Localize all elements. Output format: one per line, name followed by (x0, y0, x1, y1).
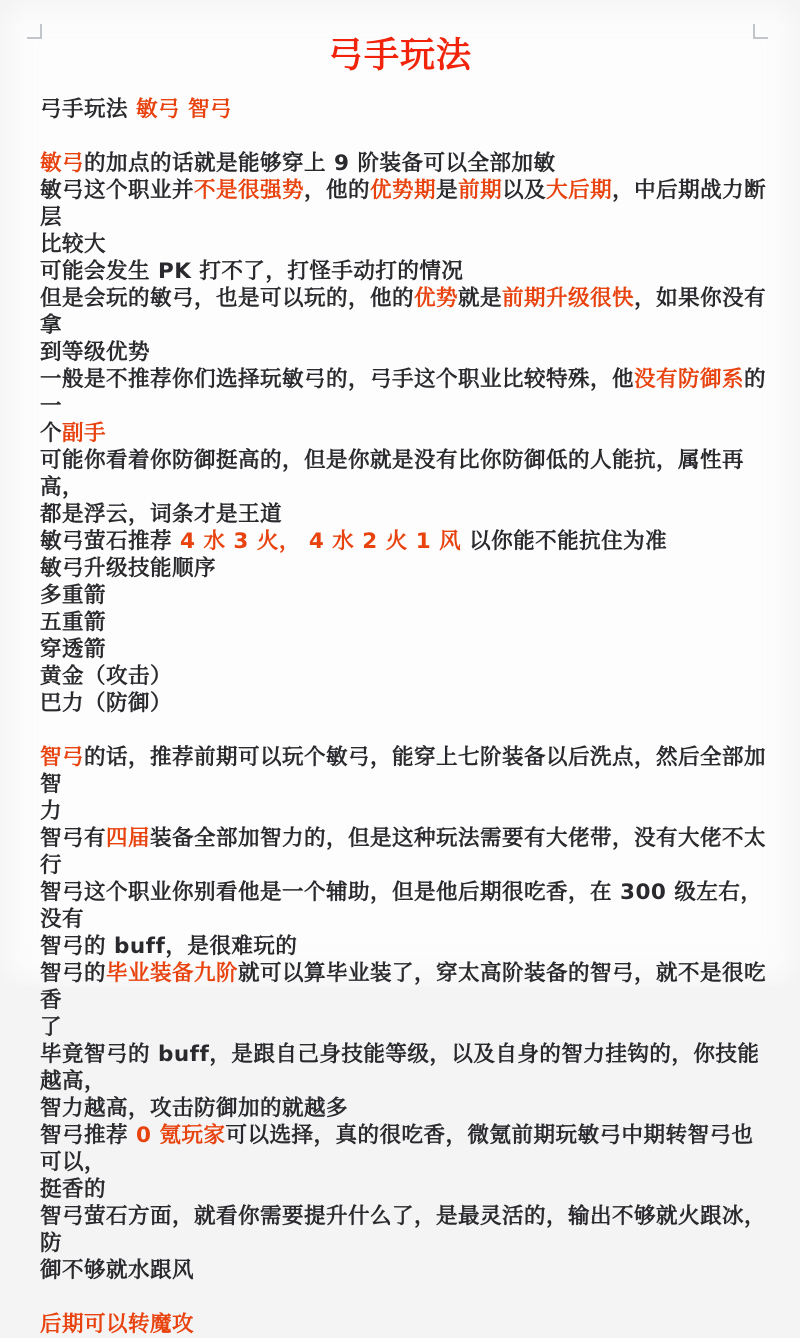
text-line (40, 1257, 770, 1284)
min-bow-section (40, 150, 770, 717)
body-text: 毕竟智弓的 buff，是跟自己身技能等级，以及自身的智力挂钩的，你技能越高， (40, 1042, 760, 1095)
body-text: 智弓的 buff，是很难玩的 (40, 934, 298, 960)
highlight-text: 没有防御系 (634, 367, 745, 393)
body-text: 智力越高，攻击防御加的就越多 (40, 1096, 349, 1122)
text-line (40, 1095, 770, 1122)
text-line (40, 231, 770, 258)
body-text: 以你能不能抗住为准 (461, 529, 668, 555)
body-text: 敏弓这个职业并 (40, 178, 195, 204)
highlight-text: 副手 (62, 421, 107, 447)
body-text: 可以选择，真的很吃香，微氪前期玩敏弓中期转智弓也可以， (40, 1123, 754, 1176)
text-line (40, 798, 770, 825)
highlight-text: 后期可以转魔攻 (40, 1312, 195, 1338)
body-text: 敏弓升级技能顺序 (40, 556, 217, 582)
body-text: 装备全部加智力的，但是这种玩法需要有大佬带，没有大佬不太行 (40, 826, 767, 879)
text-line (40, 501, 770, 528)
margin-corner-mark-right (753, 24, 768, 39)
highlight-text: 4 水 3 火， 4 水 2 火 1 风 (180, 529, 462, 555)
text-line (40, 1311, 770, 1338)
text-line (40, 609, 770, 636)
highlight-text: 前期升级很快 (502, 286, 635, 312)
body-text: 智弓有 (40, 826, 107, 852)
margin-corner-mark-left (27, 24, 42, 39)
body-text: 比较大 (40, 232, 107, 258)
wis-bow-section (40, 744, 770, 1284)
text-line (40, 528, 770, 555)
body-text: 可能你看着你防御挺高的，但是你就是没有比你防御低的人能抗，属性再高， (40, 448, 745, 501)
body-text: 弓手玩法 (40, 97, 136, 123)
body-text: 黄金（攻击） (40, 664, 173, 690)
body-text: 就可以算毕业装了，穿太高阶装备的智弓，就不是很吃香 (40, 961, 767, 1014)
body-text: 智弓的 (40, 961, 107, 987)
text-line (40, 960, 770, 1014)
body-text: ，他的 (304, 178, 371, 204)
body-text: 挺香的 (40, 1177, 107, 1203)
highlight-text: 敏弓 智弓 (136, 97, 232, 123)
text-line (40, 636, 770, 663)
body-text: 敏弓萤石推荐 (40, 529, 180, 555)
body-text: ，中后期战力断层 (40, 178, 767, 231)
text-line (40, 150, 770, 177)
text-line (40, 879, 770, 933)
body-text: 多重箭 (40, 583, 107, 609)
body-text: 智弓推荐 (40, 1123, 136, 1149)
text-line (40, 285, 770, 339)
body-text: 的话，推荐前期可以玩个敏弓，能穿上七阶装备以后洗点，然后全部加智 (40, 745, 767, 798)
body-text: ，如果你没有拿 (40, 286, 767, 339)
text-line (40, 1203, 770, 1257)
text-line (40, 1014, 770, 1041)
text-line (40, 177, 770, 231)
highlight-text: 0 氪玩家 (136, 1123, 226, 1149)
body-text: 了 (40, 1015, 63, 1041)
body-text: 巴力（防御） (40, 691, 173, 717)
text-line (40, 258, 770, 285)
text-line (40, 744, 770, 798)
document-body (0, 76, 800, 1338)
body-text: 的加点的话就是能够穿上 9 阶装备可以全部加敏 (84, 151, 556, 177)
text-line (40, 339, 770, 366)
highlight-text: 四届 (106, 826, 151, 852)
text-line (40, 690, 770, 717)
text-line (40, 582, 770, 609)
text-line (40, 1041, 770, 1095)
text-line (40, 96, 770, 123)
highlight-text: 大后期 (546, 178, 613, 204)
text-line (40, 663, 770, 690)
highlight-text: 前期 (458, 178, 503, 204)
body-text: 都是浮云，词条才是王道 (40, 502, 283, 528)
body-text: 是 (436, 178, 459, 204)
body-text: 就是 (458, 286, 503, 312)
intro-line (40, 96, 770, 123)
text-line (40, 1122, 770, 1176)
body-text: 可能会发生 PK 打不了，打怪手动打的情况 (40, 259, 464, 285)
highlight-text: 优势期 (370, 178, 437, 204)
highlight-text: 不是很强势 (194, 178, 305, 204)
text-line (40, 933, 770, 960)
body-text: 穿透箭 (40, 637, 107, 663)
body-text: 智弓这个职业你别看他是一个辅助，但是他后期很吃香，在 300 级左右，没有 (40, 880, 763, 933)
body-text: 个 (40, 421, 63, 447)
body-text: 但是会玩的敏弓，也是可以玩的，他的 (40, 286, 415, 312)
body-text: 的一 (40, 367, 767, 420)
text-line (40, 555, 770, 582)
body-text: 力 (40, 799, 63, 825)
body-text: 五重箭 (40, 610, 107, 636)
body-text: 到等级优势 (40, 340, 151, 366)
body-text: 御不够就水跟风 (40, 1258, 195, 1284)
text-line (40, 366, 770, 420)
body-text: 以及 (502, 178, 547, 204)
body-text: 智弓萤石方面，就看你需要提升什么了，是最灵活的，输出不够就火跟冰，防 (40, 1204, 767, 1257)
text-line (40, 1176, 770, 1203)
text-line (40, 420, 770, 447)
body-text: 一般是不推荐你们选择玩敏弓的，弓手这个职业比较特殊，他 (40, 367, 635, 393)
highlight-text: 敏弓 (40, 151, 85, 177)
text-line (40, 447, 770, 501)
highlight-text: 优势 (414, 286, 459, 312)
text-line (40, 825, 770, 879)
highlight-text: 毕业装备九阶 (106, 961, 239, 987)
page-title: 弓手玩法 (327, 36, 472, 76)
highlight-text: 智弓 (40, 745, 85, 771)
footer-note (40, 1311, 770, 1338)
